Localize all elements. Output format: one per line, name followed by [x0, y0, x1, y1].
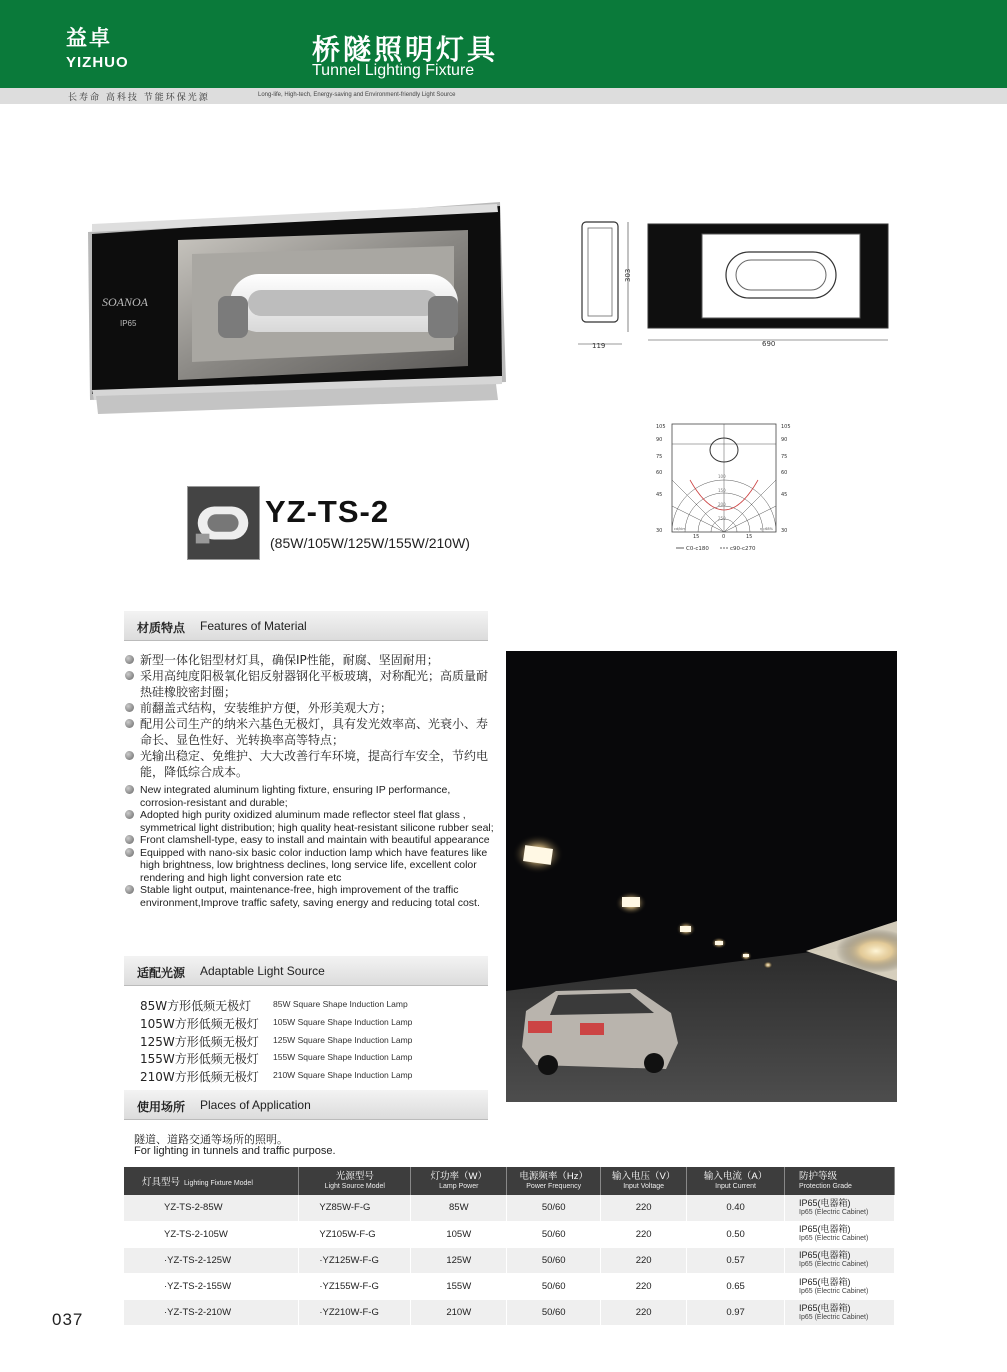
- spec-header-row: [124, 1167, 895, 1195]
- model-wattages: (85W/105W/125W/155W/210W): [270, 535, 470, 551]
- feature-item-en: [124, 834, 494, 847]
- light-source-en: 85W Square Shape Induction Lamp: [273, 999, 408, 1009]
- cell-protection: [785, 1221, 895, 1247]
- section-features-title-en: Features of Material: [200, 619, 307, 633]
- light-source-en: 210W Square Shape Induction Lamp: [273, 1070, 413, 1081]
- application-text-en: For lighting in tunnels and traffic purpose.: [134, 1145, 336, 1157]
- polar-tick-center-2: 15: [746, 534, 753, 540]
- header-label-en: Power Frequency: [526, 1183, 582, 1190]
- polar-tick-left-0: 105: [656, 424, 666, 430]
- feature-item-cn: [124, 748, 494, 780]
- header-label-en: Lighting Fixture Model: [184, 1180, 253, 1187]
- feature-item-en: [124, 784, 494, 809]
- header-power-frequency: [507, 1167, 601, 1195]
- protection-en: Ip65 (Electric Cabinet): [799, 1261, 869, 1269]
- side-dim-height: 303: [624, 268, 632, 282]
- feature-item-cn: [124, 716, 494, 748]
- polar-tick-right-5: 30: [781, 528, 788, 534]
- brand-name-en: YIZHUO: [66, 54, 129, 71]
- header-label-cn: 输入电压（V）: [611, 1171, 676, 1182]
- section-features-title-cn: 材质特点: [137, 621, 186, 635]
- protection-cn: IP65(电器箱): [799, 1197, 851, 1208]
- cell-frequency: 50/60: [507, 1195, 601, 1221]
- bullet-icon: [125, 848, 134, 857]
- model-title: YZ-TS-2: [265, 494, 390, 529]
- polar-tick-right-2: 75: [781, 454, 788, 460]
- polar-tick-center-1: 0: [722, 534, 726, 540]
- section-light-source-title-en: Adaptable Light Source: [200, 964, 325, 978]
- cell-model: YZ-TS-2-85W: [124, 1195, 299, 1221]
- application-text-cn: 隧道、道路交通等场所的照明。: [134, 1133, 288, 1146]
- tagline-en: Long-life, High-tech, Energy-saving and Environment-friendly Light Source: [258, 92, 456, 98]
- table-row: [124, 1300, 895, 1326]
- bullet-icon: [125, 885, 134, 894]
- section-application-header: [124, 1090, 488, 1120]
- feature-text-en: Adopted high purity oxidized aluminum made reflector steel flat glass , symmetrical light distribution; high quality heat-resistant silicone rubber seal;: [140, 809, 494, 834]
- feature-text-cn: 前翻盖式结构，安装维护方便，外形美观大方；: [140, 701, 393, 715]
- light-source-en: 125W Square Shape Induction Lamp: [273, 1034, 413, 1045]
- cell-frequency: 50/60: [507, 1300, 601, 1326]
- cell-frequency: 50/60: [507, 1247, 601, 1273]
- product-ip-label: IP65: [120, 319, 137, 328]
- feature-item-en: [124, 847, 494, 885]
- cell-protection: [785, 1195, 895, 1221]
- feature-item-en: [124, 809, 494, 834]
- feature-text-cn: 采用高纯度阳极氧化铝反射器钢化平板玻璃，对称配光；高质量耐热硅橡胶密封圈；: [140, 669, 489, 699]
- front-dim-width: 690: [762, 340, 776, 348]
- cell-power: 85W: [411, 1195, 507, 1221]
- bullet-icon: [125, 719, 134, 728]
- header-label-en: Protection Grade: [799, 1183, 852, 1190]
- section-light-source-header: [124, 956, 488, 986]
- brand-name-cn: 益卓: [66, 26, 112, 50]
- page-number: 037: [52, 1310, 84, 1329]
- side-view-drawing: [572, 212, 642, 352]
- polar-tick-left-1: 90: [656, 437, 663, 443]
- header-label-en: Lamp Power: [439, 1183, 479, 1190]
- protection-cn: IP65(电器箱): [799, 1302, 851, 1313]
- header-label-en: Input Current: [715, 1183, 756, 1190]
- cell-voltage: 220: [601, 1195, 687, 1221]
- light-source-cn: 125W方形低频无极灯: [140, 1034, 259, 1049]
- polar-corner-right: η=68%: [760, 527, 773, 531]
- table-row: [124, 1221, 895, 1247]
- polar-tick-center-0: 15: [693, 534, 700, 540]
- header-label-cn: 光源型号: [335, 1171, 374, 1182]
- light-source-en: 155W Square Shape Induction Lamp: [273, 1052, 413, 1063]
- cell-protection: [785, 1300, 895, 1326]
- polar-tick-right-1: 90: [781, 437, 788, 443]
- polar-inner-3: 250: [718, 516, 726, 521]
- cell-frequency: 50/60: [507, 1274, 601, 1300]
- polar-legend-2: c90-c270: [730, 546, 756, 552]
- header-bar: [0, 0, 1007, 88]
- protection-en: Ip65 (Electric Cabinet): [799, 1313, 869, 1321]
- cell-current: 0.40: [687, 1195, 785, 1221]
- header-label-en: Input Voltage: [623, 1183, 665, 1190]
- bullet-icon: [125, 703, 134, 712]
- section-application-title-en: Places of Application: [200, 1098, 311, 1112]
- light-source-cn: 210W方形低频无极灯: [140, 1070, 259, 1085]
- cell-voltage: 220: [601, 1221, 687, 1247]
- front-view-drawing: [644, 220, 892, 350]
- bullet-icon: [125, 835, 134, 844]
- cell-model: ·YZ-TS-2-210W: [124, 1300, 299, 1326]
- feature-item-cn: [124, 700, 494, 716]
- feature-text-cn: 新型一体化铝型材灯具，确保IP性能，耐腐、坚固耐用；: [140, 653, 439, 667]
- cell-frequency: 50/60: [507, 1221, 601, 1247]
- polar-light-distribution: [650, 420, 798, 556]
- bullet-icon: [125, 810, 134, 819]
- feature-text-en: Stable light output, maintenance-free, high improvement of the traffic environment,Improve traffic safety, saving energy and reducing total cost.: [140, 884, 480, 909]
- protection-cn: IP65(电器箱): [799, 1250, 851, 1261]
- header-label-cn: 输入电流（A）: [703, 1171, 768, 1182]
- polar-tick-right-4: 45: [781, 492, 788, 498]
- cell-protection: [785, 1274, 895, 1300]
- feature-text-cn: 配用公司生产的纳米六基色无极灯，具有发光效率高、光衰小、寿命长、显色性好、光转换率高等特点；: [140, 717, 489, 747]
- feature-item-cn: [124, 652, 494, 668]
- protection-cn: IP65(电器箱): [799, 1276, 851, 1287]
- protection-en: Ip65 (Electric Cabinet): [799, 1235, 869, 1243]
- protection-en: Ip65 (Electric Cabinet): [799, 1287, 869, 1295]
- feature-item-cn: [124, 668, 494, 700]
- header-label-cn: 防护等级: [799, 1171, 838, 1182]
- cell-voltage: 220: [601, 1247, 687, 1273]
- polar-tick-right-3: 60: [781, 470, 788, 476]
- light-source-cn: 105W方形低频无极灯: [140, 1016, 259, 1031]
- table-row: [124, 1247, 895, 1273]
- tagline-cn: 长寿命 高科技 节能环保光源: [68, 93, 210, 103]
- header-label-cn: 灯具型号: [142, 1177, 181, 1188]
- table-row: [124, 1195, 895, 1221]
- tunnel-photo: [506, 651, 897, 1102]
- protection-cn: IP65(电器箱): [799, 1224, 851, 1235]
- page-title-en: Tunnel Lighting Fixture: [312, 62, 475, 79]
- light-source-cn: 85W方形低频无极灯: [140, 999, 252, 1013]
- cell-model: ·YZ-TS-2-155W: [124, 1274, 299, 1300]
- section-application-title-cn: 使用场所: [137, 1100, 186, 1114]
- bullet-icon: [125, 655, 134, 664]
- header-input-voltage: [601, 1167, 687, 1195]
- header-label-cn: 灯功率（W）: [430, 1171, 487, 1182]
- feature-text-en: Equipped with nano-six basic color induction lamp which have features like high brightness, low brightness declines, long service life, excellent color rendering and high light conversion rate etc: [140, 846, 488, 884]
- cell-current: 0.65: [687, 1274, 785, 1300]
- table-row: [124, 1274, 895, 1300]
- cell-model: ·YZ-TS-2-125W: [124, 1247, 299, 1273]
- lamp-thumbnail: [187, 486, 260, 560]
- features-list-en: [124, 784, 494, 909]
- cell-voltage: 220: [601, 1300, 687, 1326]
- cell-current: 0.57: [687, 1247, 785, 1273]
- light-source-en: 105W Square Shape Induction Lamp: [273, 1016, 413, 1027]
- polar-corner-left: cd/klm: [674, 527, 686, 531]
- feature-text-en: Front clamshell-type, easy to install and maintain with beautiful appearance: [140, 834, 490, 846]
- header-label-cn: 电源频率（Hz）: [519, 1171, 589, 1182]
- cell-current: 0.50: [687, 1221, 785, 1247]
- cell-current: 0.97: [687, 1300, 785, 1326]
- cell-power: 210W: [411, 1300, 507, 1326]
- cell-source: ·YZ125W-F-G: [299, 1247, 411, 1273]
- cell-source: ·YZ210W-F-G: [299, 1300, 411, 1326]
- polar-inner-0: 100: [718, 474, 726, 479]
- polar-legend-1: C0-c180: [686, 546, 709, 552]
- header-label-en: Light Source Model: [324, 1183, 385, 1190]
- polar-tick-left-3: 60: [656, 470, 663, 476]
- cell-power: 105W: [411, 1221, 507, 1247]
- bullet-icon: [125, 751, 134, 760]
- page-title-cn: 桥隧照明灯具: [312, 33, 499, 66]
- cell-source: YZ105W-F-G: [299, 1221, 411, 1247]
- header-protection-grade: [785, 1167, 895, 1195]
- cell-power: 125W: [411, 1247, 507, 1273]
- header-source-model: [299, 1167, 411, 1195]
- side-dim-width: 119: [592, 342, 606, 350]
- polar-tick-left-5: 30: [656, 528, 663, 534]
- cell-voltage: 220: [601, 1274, 687, 1300]
- product-logo-text: SOANOA: [102, 295, 148, 309]
- cell-model: YZ-TS-2-105W: [124, 1221, 299, 1247]
- feature-text-cn: 光输出稳定、免维护、大大改善行车环境，提高行车安全，节约电能，降低综合成本。: [140, 749, 489, 779]
- section-features-header: [124, 611, 488, 641]
- light-source-cn: 155W方形低频无极灯: [140, 1052, 259, 1067]
- polar-inner-1: 150: [718, 488, 726, 493]
- protection-en: Ip65 (Electric Cabinet): [799, 1208, 869, 1216]
- feature-item-en: [124, 884, 494, 909]
- polar-tick-right-0: 105: [781, 424, 791, 430]
- features-list-cn: [124, 652, 494, 780]
- polar-inner-2: 200: [718, 502, 726, 507]
- cell-power: 155W: [411, 1274, 507, 1300]
- bullet-icon: [125, 671, 134, 680]
- header-lamp-power: [411, 1167, 507, 1195]
- polar-tick-left-2: 75: [656, 454, 663, 460]
- cell-source: ·YZ155W-F-G: [299, 1274, 411, 1300]
- product-image: [82, 200, 512, 415]
- feature-text-en: New integrated aluminum lighting fixture, ensuring IP performance, corrosion-resistant and durable;: [140, 784, 451, 809]
- polar-tick-left-4: 45: [656, 492, 663, 498]
- cell-source: YZ85W-F-G: [299, 1195, 411, 1221]
- section-light-source-title-cn: 适配光源: [137, 966, 186, 980]
- header-fixture-model: [124, 1167, 299, 1195]
- bullet-icon: [125, 785, 134, 794]
- header-input-current: [687, 1167, 785, 1195]
- cell-protection: [785, 1247, 895, 1273]
- spec-table: [124, 1167, 895, 1326]
